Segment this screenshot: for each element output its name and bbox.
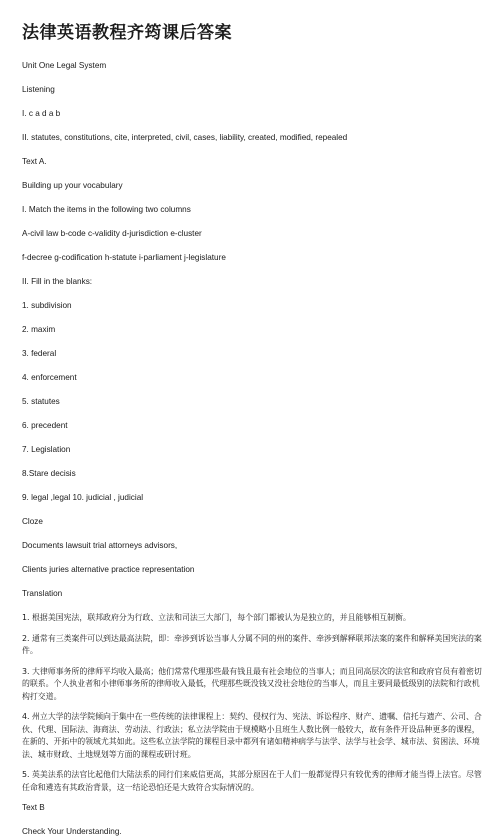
listening-answers-i: I. c a d a b — [22, 109, 61, 118]
cloze-answers-row-1: Documents lawsuit trial attorneys advisors, — [22, 541, 178, 550]
translation-paragraph-1: 1. 根据美国宪法，联邦政府分为行政、立法和司法三大部门，每个部门都被认为是独立的，并且能够相互制衡。 — [22, 613, 411, 622]
match-answers-row-1: A-civil law b-code c-validity d-jurisdiction e-cluster — [22, 229, 202, 238]
section-heading-text-b: Text B — [22, 803, 45, 812]
cloze-answers-row-2: Clients juries alternative practice representation — [22, 565, 195, 574]
translation-paragraph-5: 5. 英美法系的法官比起他们大陆法系的同行们来威信更高，其部分原因在于人们一般都觉得只有较优秀的律师才能当得上法官。尽管任命和遴选有其政治背景，这一结论恐怕还是大致符合实际情况的。 — [22, 770, 482, 792]
fill-answer-9-10: 9. legal ,legal 10. judicial , judicial — [22, 493, 144, 502]
fill-answer-6: 6. precedent — [22, 421, 68, 430]
document-title: 法律英语教程齐筠课后答案 — [22, 23, 232, 43]
section-heading-translation: Translation — [22, 589, 63, 598]
subheading-vocabulary: Building up your vocabulary — [22, 181, 123, 190]
listening-answers-ii: II. statutes, constitutions, cite, interpreted, civil, cases, liability, created, modified, repealed — [22, 133, 348, 142]
section-heading-listening: Listening — [22, 85, 55, 94]
unit-heading: Unit One Legal System — [22, 61, 107, 70]
section-heading-cloze: Cloze — [22, 517, 43, 526]
subheading-check-understanding: Check Your Understanding. — [22, 827, 122, 836]
translation-paragraph-2: 2. 通常有三类案件可以到达最高法院，即：牵涉到诉讼当事人分属不同的州的案件、牵涉到解释联邦法案的案件和解释美国宪法的案件。 — [22, 633, 482, 655]
section-heading-text-a: Text A. — [22, 157, 47, 166]
fill-answer-8: 8.Stare decisis — [22, 469, 76, 478]
exercise-heading-fill: II. Fill in the blanks: — [22, 277, 93, 286]
match-answers-row-2: f-decree g-codification h-statute i-parliament j-legislature — [22, 253, 226, 262]
fill-answer-7: 7. Legislation — [22, 445, 71, 454]
translation-paragraph-3: 3. 大律师事务所的律师平均收入最高；他们常常代理那些最有钱且最有社会地位的当事人；而且同高层次的法官和政府官员有着密切的联系。个人执业者和小律师事务所的律师收入最低，代理那些既没钱又没社会地位的当事人，而且主要同最低级别的法院和行政机构打交道。 — [22, 666, 482, 701]
translation-paragraph-4: 4. 州立大学的法学院倾向于集中在一些传统的法律课程上：契约、侵权行为、宪法、诉讼程序、财产、遗嘱、信托与遗产、公司、合伙、代理、国际法、海商法、劳动法、行政法；私立法学院由于规模略小且班生人数比例一般较大，故有条件开设品种更多的课程，在新的、开拓中的领域尤其如此。这些私立法学院的课程目录中都列有诸如精神病学与法学、法学与社会学、城市法、贫困法、环境法、城市财政、土地规划等方面的课程或研讨班。 — [22, 712, 482, 759]
fill-answer-5: 5. statutes — [22, 397, 60, 406]
document-page — [0, 22, 504, 836]
fill-answer-2: 2. maxim — [22, 325, 56, 334]
exercise-heading-match: I. Match the items in the following two columns — [22, 205, 191, 214]
fill-answer-1: 1. subdivision — [22, 301, 72, 310]
fill-answer-4: 4. enforcement — [22, 373, 77, 382]
fill-answer-3: 3. federal — [22, 349, 57, 358]
